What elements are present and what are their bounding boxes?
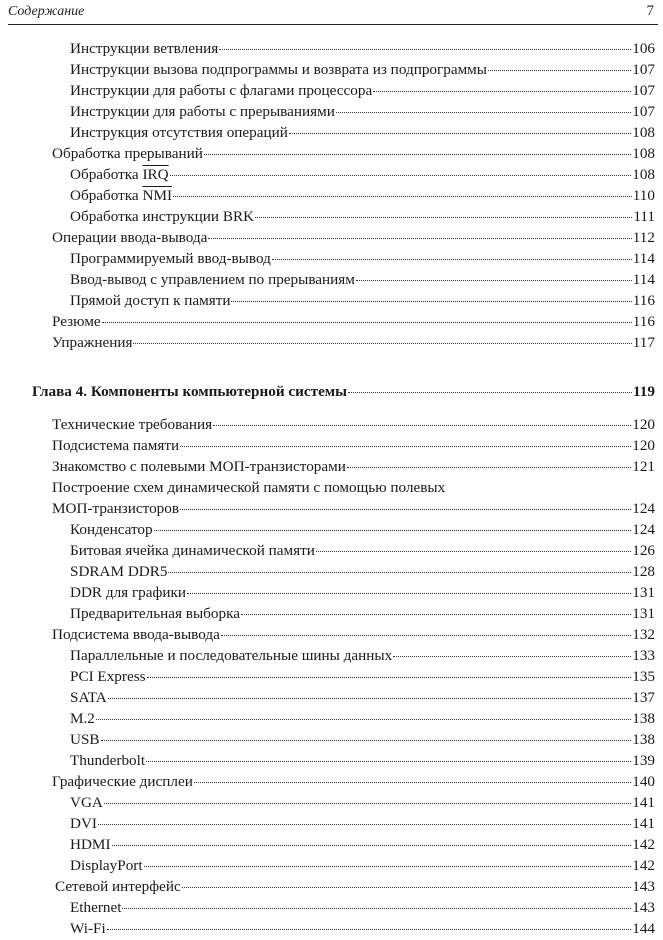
leader-dots bbox=[154, 530, 632, 531]
toc-entry[interactable]: VGA 141 bbox=[70, 794, 655, 811]
leader-dots bbox=[147, 677, 632, 678]
toc-entry[interactable]: Инструкции для работы с прерываниями 107 bbox=[70, 103, 655, 120]
leader-dots bbox=[104, 803, 631, 804]
toc-entry[interactable]: M.2 138 bbox=[70, 710, 655, 727]
leader-dots bbox=[96, 719, 631, 720]
leader-dots bbox=[221, 635, 631, 636]
leader-dots bbox=[393, 656, 631, 657]
leader-dots bbox=[208, 238, 631, 239]
toc-entry[interactable]: Инструкции вызова подпрограммы и возврата из подпрограммы 107 bbox=[70, 61, 655, 78]
running-header-title: Содержание bbox=[8, 4, 85, 19]
leader-dots bbox=[241, 614, 631, 615]
toc-entry-wrap-line1[interactable]: Построение схем динамической памяти с помощью полевых bbox=[52, 479, 446, 496]
toc-entry[interactable]: Инструкция отсутствия операций 108 bbox=[70, 124, 655, 141]
leader-dots bbox=[101, 740, 632, 741]
toc-entry-nmi[interactable]: Обработка $\overline{NMI}$ 110 bbox=[70, 187, 655, 204]
leader-dots bbox=[187, 593, 631, 594]
toc-entry[interactable]: Параллельные и последовательные шины данных 133 bbox=[70, 647, 655, 664]
toc-entry[interactable]: PCI Express 135 bbox=[70, 668, 655, 685]
leader-dots bbox=[180, 509, 631, 510]
leader-dots bbox=[107, 929, 632, 930]
toc-entry[interactable]: Ввод-вывод с управлением по прерываниям 114 bbox=[70, 271, 655, 288]
leader-dots bbox=[348, 392, 632, 393]
toc-entry[interactable]: Программируемый ввод-вывод 114 bbox=[70, 250, 655, 267]
leader-dots bbox=[373, 91, 631, 92]
toc-entry[interactable]: Графические дисплеи 140 bbox=[52, 773, 655, 790]
leader-dots bbox=[182, 887, 632, 888]
toc-entry[interactable]: Упражнения 117 bbox=[52, 334, 655, 351]
page-number: 7 bbox=[646, 3, 654, 19]
toc-entry[interactable]: SATA 137 bbox=[70, 689, 655, 706]
leader-dots bbox=[316, 551, 631, 552]
toc-entry[interactable]: Знакомство с полевыми МОП-транзисторами 121 bbox=[52, 458, 655, 475]
toc-entry[interactable]: Thunderbolt 139 bbox=[70, 752, 655, 769]
toc-entry[interactable]: Инструкции ветвления 106 bbox=[70, 40, 655, 57]
toc-entry[interactable]: Подсистема ввода-вывода 132 bbox=[52, 626, 655, 643]
leader-dots bbox=[170, 175, 632, 176]
toc-entry[interactable]: Обработка прерываний 108 bbox=[52, 145, 655, 162]
toc-entry[interactable]: Битовая ячейка динамической памяти 126 bbox=[70, 542, 655, 559]
leader-dots bbox=[133, 343, 631, 344]
toc-chapter-4[interactable]: Глава 4. Компоненты компьютерной системы 119 bbox=[32, 383, 655, 400]
toc-entry[interactable]: DVI 141 bbox=[70, 815, 655, 832]
leader-dots bbox=[219, 49, 631, 50]
toc-entry[interactable]: Ethernet 143 bbox=[70, 899, 655, 916]
toc-entry[interactable]: DisplayPort 142 bbox=[70, 857, 655, 874]
leader-dots bbox=[168, 572, 631, 573]
leader-dots bbox=[255, 217, 632, 218]
toc-entry[interactable]: Резюме 116 bbox=[52, 313, 655, 330]
toc-entry[interactable]: SDRAM DDR5 128 bbox=[70, 563, 655, 580]
leader-dots bbox=[146, 761, 631, 762]
toc-entry[interactable]: Подсистема памяти 120 bbox=[52, 437, 655, 454]
toc-entry-irq[interactable]: Обработка $\overline{IRQ}$ 108 bbox=[70, 166, 655, 183]
toc-entry[interactable]: Конденсатор 124 bbox=[70, 521, 655, 538]
leader-dots bbox=[194, 782, 631, 783]
leader-dots bbox=[122, 908, 631, 909]
toc-entry[interactable]: USB 138 bbox=[70, 731, 655, 748]
toc-entry[interactable]: Прямой доступ к памяти 116 bbox=[70, 292, 655, 309]
leader-dots bbox=[180, 446, 631, 447]
leader-dots bbox=[204, 154, 631, 155]
leader-dots bbox=[356, 280, 632, 281]
leader-dots bbox=[347, 467, 631, 468]
leader-dots bbox=[213, 425, 631, 426]
toc-entry[interactable]: DDR для графики 131 bbox=[70, 584, 655, 601]
leader-dots bbox=[144, 866, 632, 867]
toc-entry[interactable]: Инструкции для работы с флагами процессора 107 bbox=[70, 82, 655, 99]
leader-dots bbox=[108, 698, 631, 699]
leader-dots bbox=[488, 70, 631, 71]
toc-entry[interactable]: Предварительная выборка 131 bbox=[70, 605, 655, 622]
toc-entry[interactable]: Обработка инструкции BRK 111 bbox=[70, 208, 655, 225]
toc-entry[interactable]: Wi-Fi 144 bbox=[70, 920, 655, 937]
leader-dots bbox=[98, 824, 631, 825]
leader-dots bbox=[173, 196, 632, 197]
leader-dots bbox=[112, 845, 632, 846]
toc-entry-wrap-line2[interactable]: МОП-транзисторов 124 bbox=[52, 500, 655, 517]
leader-dots bbox=[289, 133, 631, 134]
toc-entry[interactable]: HDMI 142 bbox=[70, 836, 655, 853]
toc-entry[interactable]: Технические требования 120 bbox=[52, 416, 655, 433]
toc-entry[interactable]: Сетевой интерфейс 143 bbox=[55, 878, 655, 895]
toc-entry[interactable]: Операции ввода-вывода 112 bbox=[52, 229, 655, 246]
leader-dots bbox=[272, 259, 632, 260]
leader-dots bbox=[336, 112, 631, 113]
leader-dots bbox=[102, 322, 632, 323]
leader-dots bbox=[231, 301, 631, 302]
